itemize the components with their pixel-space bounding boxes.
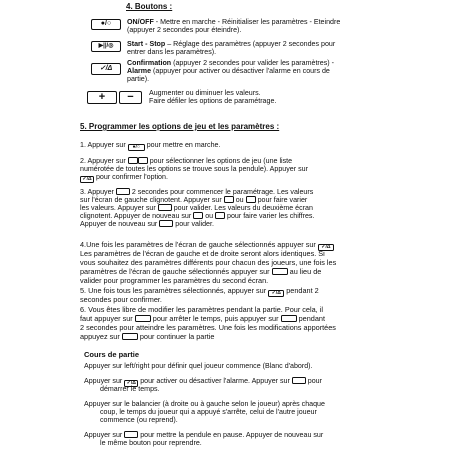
step-5-line1: 5. Une fois tous les paramètres sélectionnés, appuyer sur ✓/Δ pendant 2 — [80, 286, 319, 296]
step-4-line1: 4.Une fois les paramètres de l'écran de gauche sélectionnés appuyer sur ✓/Δ — [80, 241, 334, 251]
plus-mini-icon — [193, 212, 203, 219]
start-mini-icon — [292, 377, 306, 384]
plus-button-icon: + — [87, 91, 117, 104]
confirm-mini-icon: ✓/Δ — [80, 176, 94, 183]
step-4-line2: Les paramètres de l'écran de gauche et de droite seront alors identiques. Si — [80, 249, 325, 258]
cours-p1: Appuyer sur left/right pour définir quel joueur commence (Blanc d'abord). — [84, 362, 313, 370]
step-6-line2: faut appuyer sur pour arrêter le temps, puis appuyer sur pendant — [80, 314, 325, 323]
step-3-line2: sur l'écran de gauche clignotent. Appuyer sur ou pour faire varier — [80, 196, 308, 204]
plusminus-description-line2: Faire défiler les options de paramétrage. — [149, 97, 277, 105]
step-3-line5: Appuyer de nouveau sur pour valider. — [80, 220, 214, 228]
onoff-description-line1: ON/OFF - Mettre en marche - Réinitialiser les paramètres - Eteindre — [127, 18, 341, 26]
onoff-button-icon: ●/○ — [91, 19, 121, 30]
cours-p3-line2: coup, le temps du joueur qui a appuyé s'arrête, celui de l'autre joueur — [100, 408, 317, 416]
start-mini-icon — [116, 188, 130, 195]
step-5-line2: secondes pour confirmer. — [80, 295, 162, 304]
confirm-mini-icon: ✓/Δ — [318, 244, 334, 251]
onoff-mini-icon: ●/○ — [128, 144, 145, 151]
step-2-line3: ✓/Δ pour confirmer l'option. — [80, 173, 168, 183]
step-4-line5: valider pour programmer les paramètres du second écran. — [80, 276, 269, 285]
minus-button-icon: − — [119, 91, 142, 104]
minus-mini-icon — [215, 212, 225, 219]
plus-mini-icon — [128, 157, 138, 164]
confirm-description-line3: partie). — [127, 75, 150, 83]
start-mini-icon — [159, 220, 173, 227]
start-mini-icon — [158, 204, 172, 211]
confirm-description-line2: Alarme (appuyer pour activer ou désactiver l'alarme en cours de — [127, 67, 330, 75]
cours-p2-line2: démarrer le temps. — [100, 385, 160, 393]
cours-p3-line1: Appuyer sur le balancier (à droite ou à gauche selon le joueur) après chaque — [84, 400, 325, 408]
onoff-description-line2: (appuyer 2 secondes pour éteindre). — [127, 26, 242, 34]
start-mini-icon — [281, 315, 297, 322]
section-5-title: 5. Programmer les options de jeu et les paramètres : — [80, 122, 280, 131]
step-6-line4: appuyez sur pour continuer la partie — [80, 332, 215, 341]
section-4-title: 4. Boutons : — [126, 2, 173, 11]
confirm-mini-icon: ✓/Δ — [124, 380, 138, 387]
step-6-line1: 6. Vous êtes libre de modifier les paramètres pendant la partie. Pour cela, il — [80, 305, 323, 314]
step-4-line3: vous souhaitez des paramètres différents pour chacun des joueurs, une fois les — [80, 258, 337, 267]
start-mini-icon — [135, 315, 151, 322]
start-stop-description-line2: entrer dans les paramètres). — [127, 48, 217, 56]
start-mini-icon — [272, 268, 288, 275]
step-3-line3: les valeurs. Appuyer sur pour valider. Les valeurs du deuxième écran — [80, 204, 313, 212]
step-2-line2: numérotée de toutes les options se trouve sous la pendule). Appuyer sur — [80, 165, 308, 173]
cours-p4-line1: Appuyer sur pour mettre la pendule en pause. Appuyer de nouveau sur — [84, 431, 324, 439]
start-mini-icon — [122, 333, 138, 340]
cours-p4-line2: le même bouton pour reprendre. — [100, 439, 202, 447]
step-4-line4: paramètres de l'écran de gauche sélectionnés appuyer sur au lieu de — [80, 267, 322, 276]
start-stop-description-line1: Start - Stop – Réglage des paramètres (appuyer 2 secondes pour — [127, 40, 336, 48]
cours-p3-line3: commence (ou reprend). — [100, 416, 178, 424]
confirm-alarm-button-icon: ✓/Δ — [91, 63, 121, 75]
step-1: 1. Appuyer sur ●/○ pour mettre en marche. — [80, 141, 221, 150]
minus-mini-icon — [246, 196, 256, 203]
step-6-line3: 2 secondes pour atteindre les paramètres. Une fois les modifications apportées — [80, 323, 336, 332]
cours-title: Cours de partie — [84, 350, 140, 359]
step-3-line4: clignotent. Appuyer de nouveau sur ou pour faire varier les chiffres. — [80, 212, 315, 220]
start-mini-icon — [124, 431, 138, 438]
start-stop-button-icon: ▶||/◎ — [91, 41, 121, 52]
confirm-mini-icon: ✓/Δ — [268, 290, 284, 297]
minus-mini-icon — [138, 157, 148, 164]
cours-p2-line1: Appuyer sur ✓/Δ pour activer ou désactiver l'alarme. Appuyer sur pour — [84, 377, 322, 386]
plusminus-description-line1: Augmenter ou diminuer les valeurs. — [149, 89, 261, 97]
plus-mini-icon — [224, 196, 234, 203]
confirm-description-line1: Confirmation (appuyer 2 secondes pour valider les paramètres) - — [127, 59, 334, 67]
step-3-line1: 3. Appuyer 2 secondes pour commencer le paramétrage. Les valeurs — [80, 188, 314, 196]
step-2-line1: 2. Appuyer sur pour sélectionner les options de jeu (une liste — [80, 157, 293, 165]
